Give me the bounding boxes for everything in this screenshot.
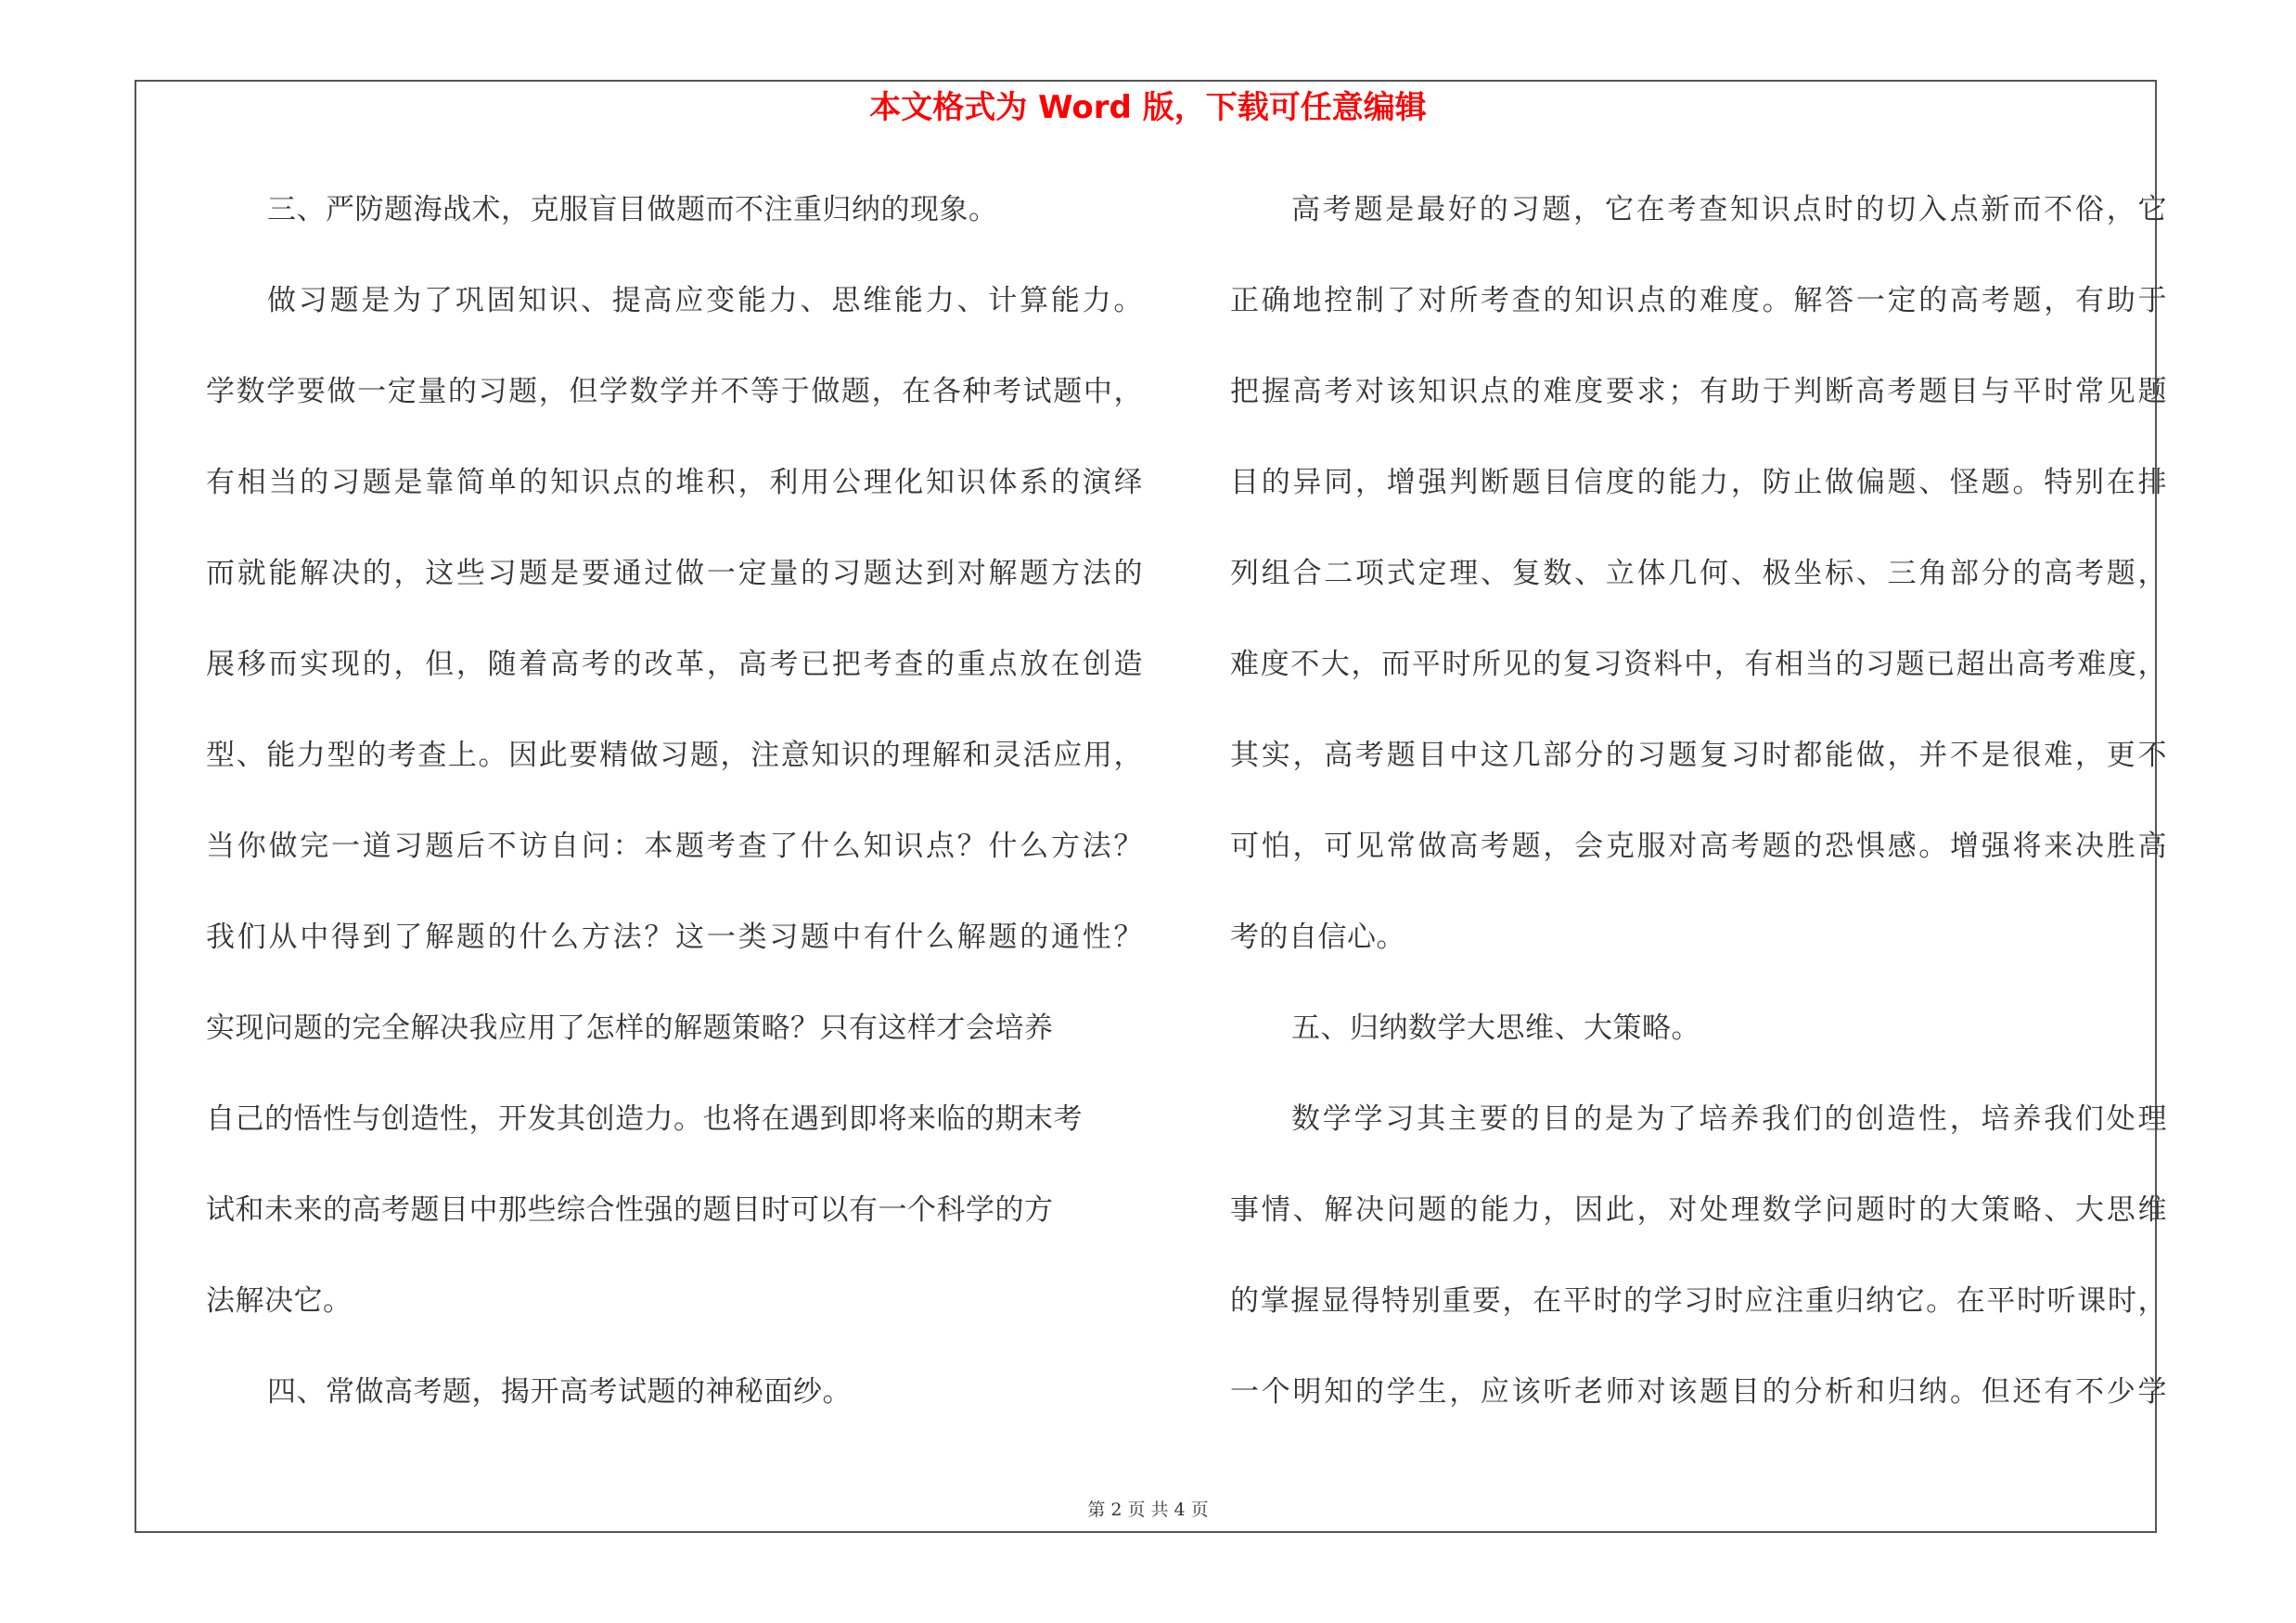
paragraph-line: 学数学要做一定量的习题，但学数学并不等于做题，在各种考试题中，: [206, 375, 1143, 408]
paragraph-line: 一个明知的学生，应该听老师对该题目的分析和归纳。但还有不少学: [1230, 1375, 2167, 1409]
paragraph-line: 法解决它。: [206, 1284, 353, 1318]
paragraph-line: 我们从中得到了解题的什么方法？这一类习题中有什么解题的通性？: [206, 921, 1143, 954]
paragraph-line: 正确地控制了对所考查的知识点的难度。解答一定的高考题，有助于: [1230, 284, 2167, 317]
paragraph-line: 难度不大，而平时所见的复习资料中，有相当的习题已超出高考难度，: [1230, 648, 2167, 681]
heading-three: 三、严防题海战术，克服盲目做题而不注重归纳的现象。: [267, 193, 998, 226]
paragraph-line: 而就能解决的，这些习题是要通过做一定量的习题达到对解题方法的: [206, 557, 1143, 590]
left-column: [206, 184, 1143, 1457]
heading-five: 五、归纳数学大思维、大策略。: [1291, 1011, 1700, 1045]
right-column: [1230, 184, 2167, 1457]
paragraph-line: 试和未来的高考题目中那些综合性强的题目时可以有一个科学的方: [206, 1193, 1054, 1227]
page-number-footer: 第 2 页 共 4 页: [1087, 1500, 1209, 1520]
paragraph-line: 事情、解决问题的能力，因此，对处理数学问题时的大策略、大思维: [1230, 1193, 2167, 1227]
heading-four: 四、常做高考题，揭开高考试题的神秘面纱。: [267, 1375, 852, 1409]
paragraph-line: 的掌握显得特别重要，在平时的学习时应注重归纳它。在平时听课时，: [1230, 1284, 2167, 1318]
paragraph-line: 数学学习其主要的目的是为了培养我们的创造性，培养我们处理: [1291, 1102, 2167, 1136]
format-banner: 本文格式为 Word 版，下载可任意编辑: [869, 89, 1427, 126]
paragraph-line: 高考题是最好的习题，它在考查知识点时的切入点新而不俗，它: [1291, 193, 2167, 226]
paragraph-line: 把握高考对该知识点的难度要求；有助于判断高考题目与平时常见题: [1230, 375, 2167, 408]
paragraph-line: 列组合二项式定理、复数、立体几何、极坐标、三角部分的高考题，: [1230, 557, 2167, 590]
paragraph-line: 做习题是为了巩固知识、提高应变能力、思维能力、计算能力。: [267, 284, 1143, 317]
paragraph-line: 展移而实现的，但，随着高考的改革，高考已把考查的重点放在创造: [206, 648, 1143, 681]
paragraph-line: 目的异同，增强判断题目信度的能力，防止做偏题、怪题。特别在排: [1230, 466, 2167, 499]
paragraph-line: 可怕，可见常做高考题，会克服对高考题的恐惧感。增强将来决胜高: [1230, 830, 2167, 863]
paragraph-line: 自己的悟性与创造性，开发其创造力。也将在遇到即将来临的期末考: [206, 1102, 1083, 1136]
paragraph-line: 实现问题的完全解决我应用了怎样的解题策略？只有这样才会培养: [206, 1011, 1054, 1045]
paragraph-line: 其实，高考题目中这几部分的习题复习时都能做，并不是很难，更不: [1230, 739, 2167, 772]
paragraph-line: 考的自信心。: [1230, 921, 1405, 954]
paragraph-line: 型、能力型的考查上。因此要精做习题，注意知识的理解和灵活应用，: [206, 739, 1143, 772]
paragraph-line: 当你做完一道习题后不访自问：本题考查了什么知识点？什么方法？: [206, 830, 1143, 863]
paragraph-line: 有相当的习题是靠简单的知识点的堆积，利用公理化知识体系的演绎: [206, 466, 1143, 499]
